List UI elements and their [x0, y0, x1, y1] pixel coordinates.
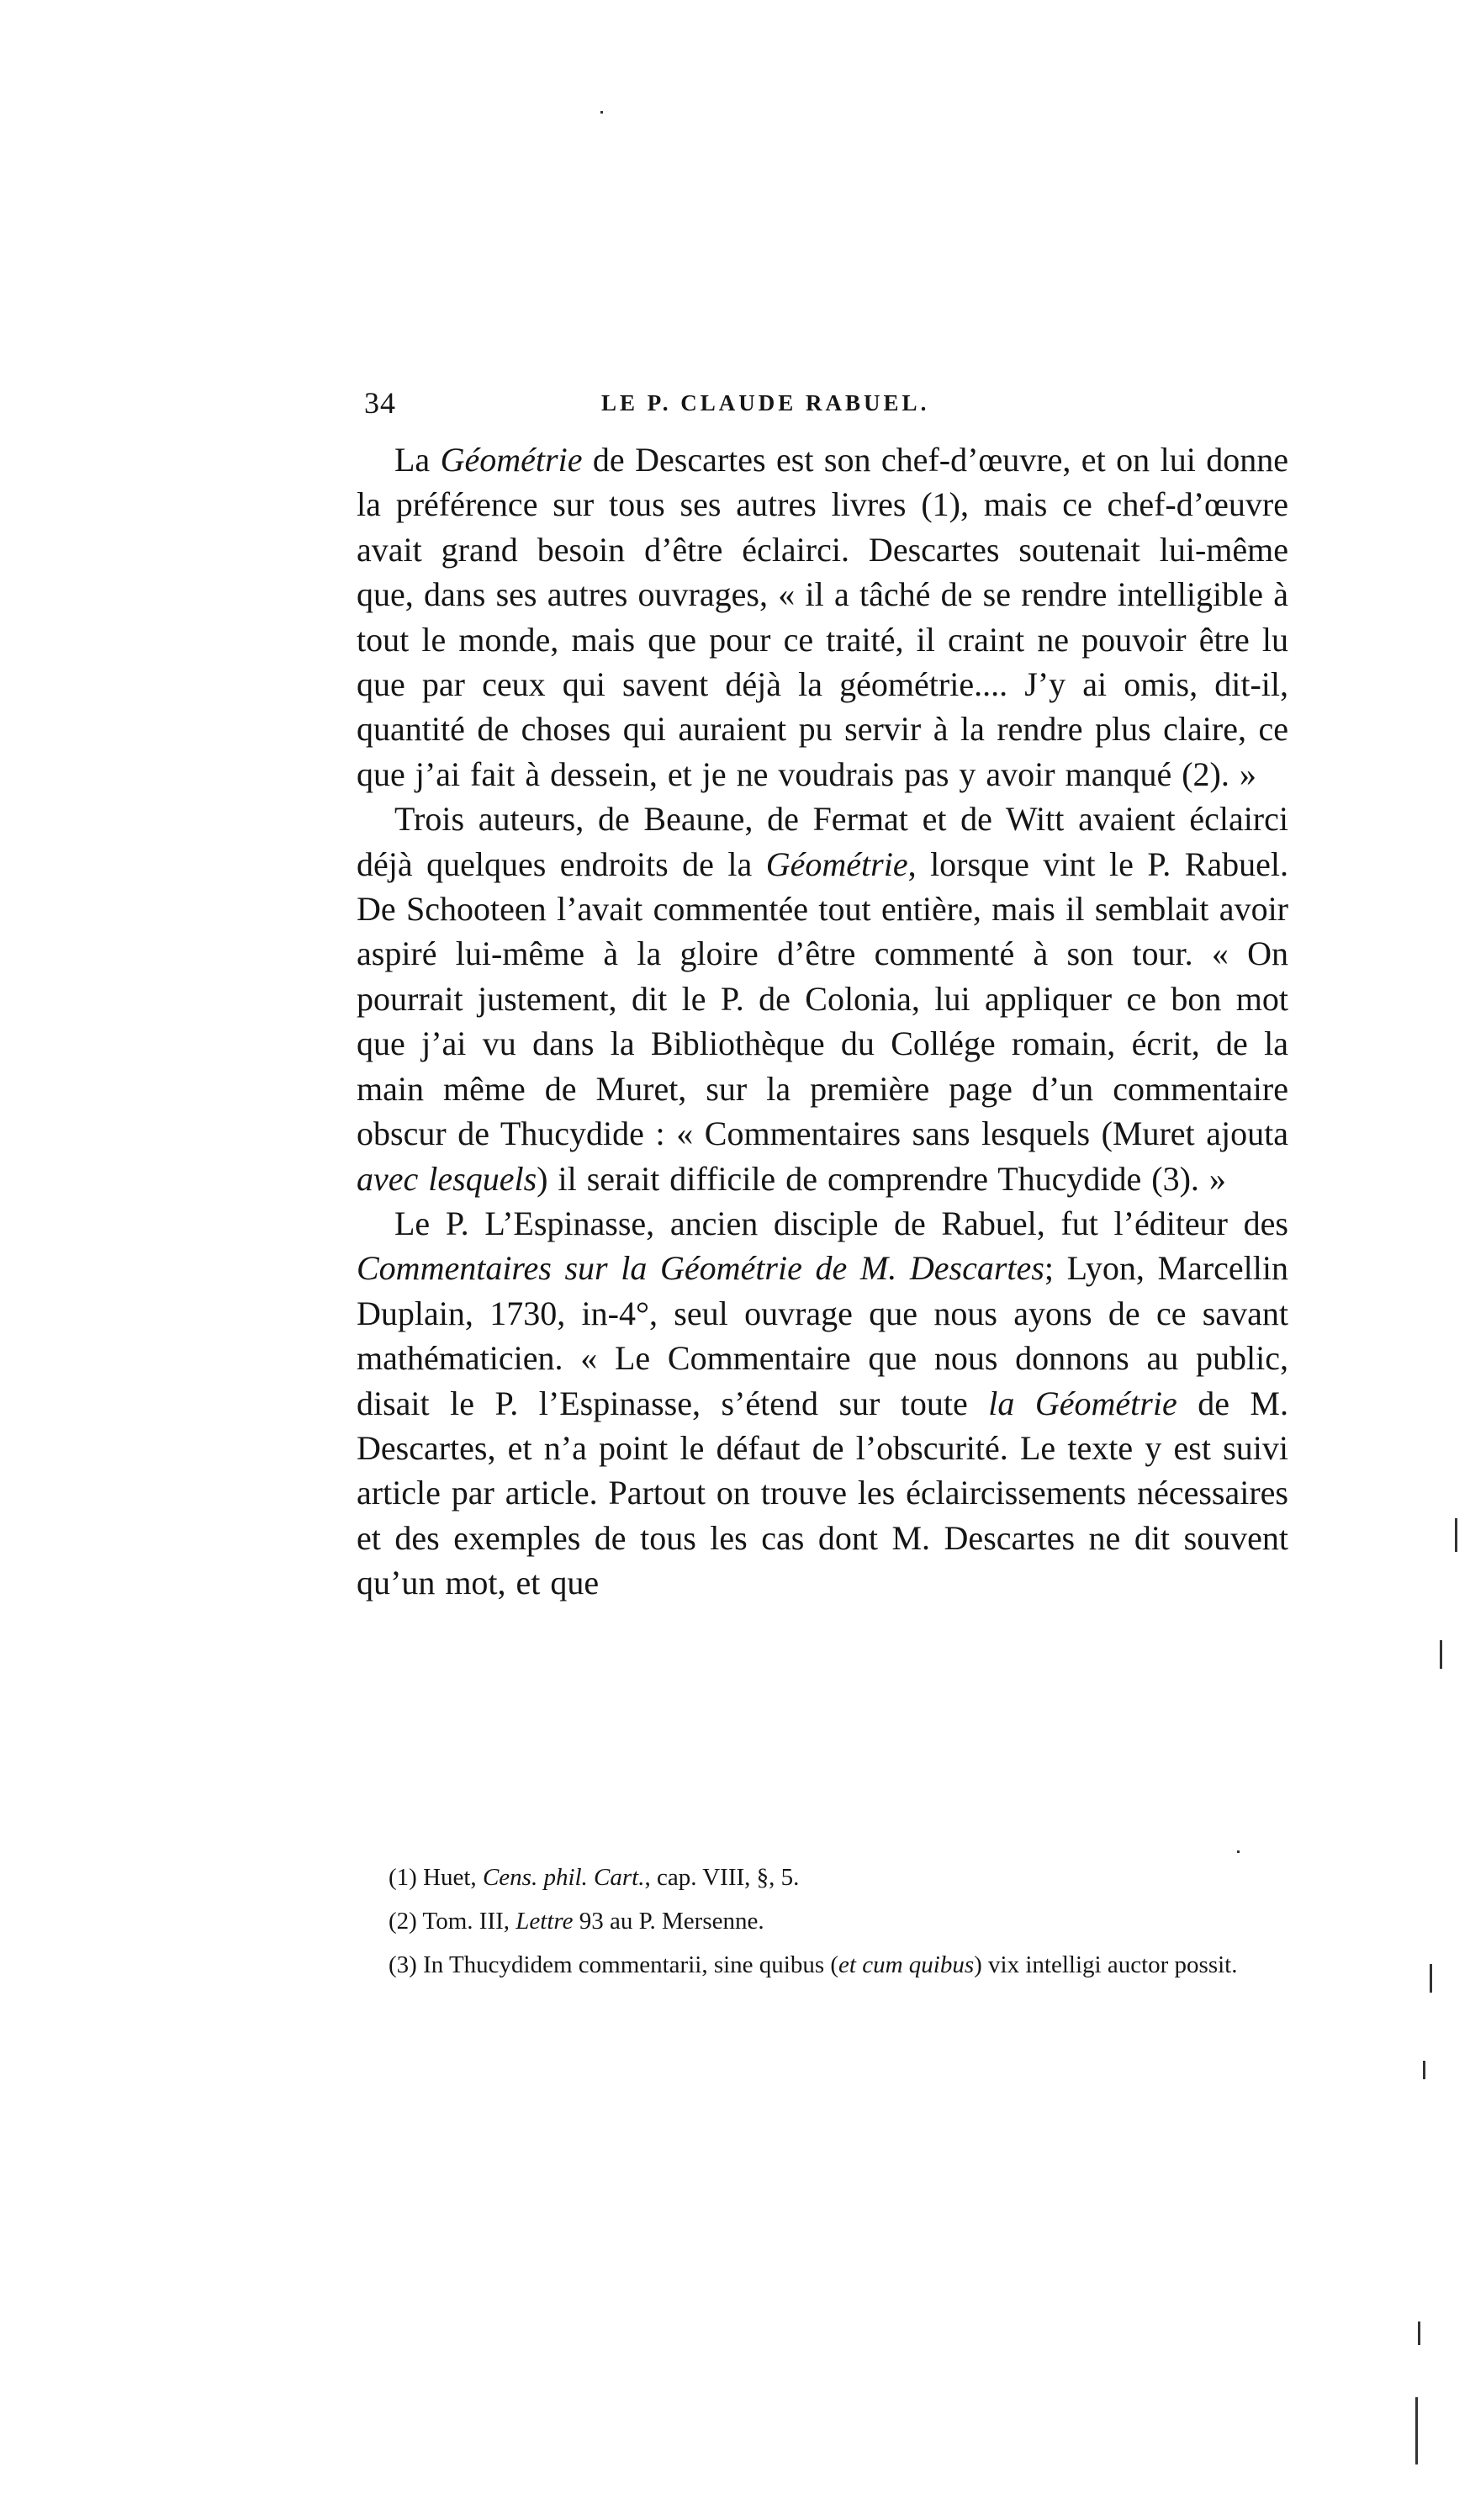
italic-text: avec lesquels — [357, 1159, 537, 1198]
text-run: Le P. L’Espinasse, ancien disciple de Rabuel, fut l’éditeur des — [394, 1204, 1288, 1242]
text-run: (3) In Thucydidem commentarii, sine quibus ( — [389, 1951, 839, 1978]
text-run: La — [394, 441, 441, 479]
text-run: Trois auteurs, de Beaune, de Fermat et de Witt avaient éclairci déjà quelques endroits de la — [357, 800, 1288, 883]
text-run: (1) Huet, — [389, 1864, 483, 1891]
footnote — [357, 1856, 1288, 1899]
running-title: LE P. CLAUDE RABUEL. — [601, 390, 930, 416]
margin-mark — [1430, 1964, 1432, 1993]
text-run: ) il serait difficile de comprendre Thucydide (3). » — [537, 1159, 1226, 1198]
main-text — [357, 437, 1288, 1606]
margin-mark — [1455, 1518, 1457, 1552]
text-run: , cap. VIII, §, 5. — [644, 1864, 800, 1891]
running-head — [364, 385, 1281, 436]
footnote — [357, 1943, 1288, 1987]
margin-mark — [1440, 1640, 1442, 1669]
italic-text: Cens. phil. Cart. — [482, 1864, 645, 1891]
paragraph — [357, 437, 1288, 797]
margin-mark — [1418, 2321, 1420, 2345]
text-run: 93 au P. Mersenne. — [573, 1908, 764, 1935]
text-run: de Descartes est son chef-d’œuvre, et on lui donne la préférence sur tous ses autres livres (1), mais ce chef-d’œuvre avait grand besoin d’être éclairci. Descartes soutenait lui-même que, dans ses autres ouvrages, « il a tâché de se rendre intelligible à tout le monde, mais que pour ce traité, il craint ne pouvoir être lu que par ceux qui savent déjà la géométrie.... J’y ai omis, dit-il, quantité de choses qui auraient pu servir à la rendre plus claire, ce que j’ai fait à dessein, et je ne voudrais pas y avoir manqué (2). » — [357, 441, 1289, 793]
text-run: de M. Descartes, et n’a point le défaut de l’obscurité. Le texte y est suivi article par article. Partout on trouve les éclaircissements nécessaires et des exemples de tous les cas dont M. Descartes ne dit souvent qu’un mot, et que — [357, 1384, 1289, 1602]
paragraph — [357, 1201, 1288, 1606]
page-number: 34 — [364, 386, 396, 420]
italic-text: et cum quibus — [838, 1951, 975, 1978]
footnotes — [357, 1856, 1288, 1987]
text-run: ; Lyon, Marcellin Duplain, 1730, in-4°, seul ouvrage que nous ayons de ce savant mathématicien. « Le Commentaire que nous donnons au public, disait le P. l’Espinasse, s’étend sur toute — [357, 1249, 1288, 1422]
paragraph — [357, 797, 1288, 1201]
scan-speck — [600, 111, 603, 114]
margin-mark — [1415, 2397, 1418, 2464]
italic-text: Géométrie — [765, 844, 908, 883]
text-run: ) vix intelligi auctor possit. — [974, 1951, 1238, 1978]
text-run: , lorsque vint le P. Rabuel. De Schooteen l’avait commentée tout entière, mais il semblait avoir aspiré lui-même à la gloire d’être commenté à son tour. « On pourrait justement, dit le P. de Colonia, lui appliquer ce bon mot que j’ai vu dans la Bibliothèque du Collége romain, écrit, de la main même de Muret, sur la première page d’un commentaire obscur de Thucydide : « Commentaires sans lesquels (Muret ajouta — [357, 844, 1288, 1153]
italic-text: Commentaires sur la Géométrie de M. Descartes — [357, 1249, 1044, 1288]
italic-text: la Géométrie — [988, 1384, 1177, 1422]
italic-text: Géométrie — [440, 441, 583, 479]
text-run: (2) Tom. III, — [389, 1908, 516, 1935]
footnote — [357, 1899, 1288, 1943]
scan-speck — [1237, 1850, 1240, 1853]
italic-text: Lettre — [516, 1908, 574, 1935]
margin-mark — [1423, 2061, 1425, 2079]
